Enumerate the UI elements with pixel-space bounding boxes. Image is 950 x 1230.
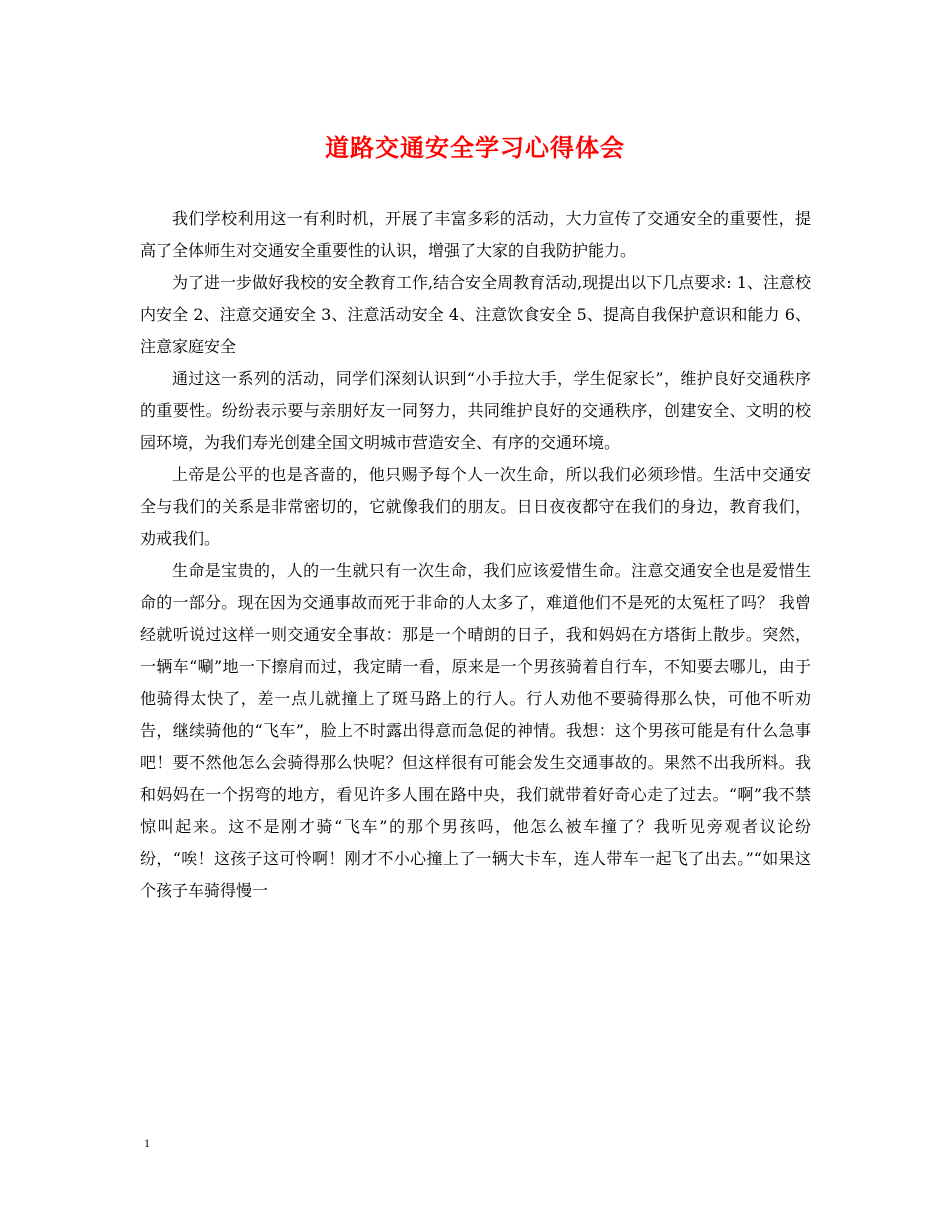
paragraph-5: 生命是宝贵的，人的一生就只有一次生命，我们应该爱惜生命。注意交通安全也是爱惜生命的一部分。现在因为交通事故而死于非命的人太多了，难道他们不是死的太冤枉了吗？ 我曾经就听说过这样一则交通安全事故：那是一个晴朗的日子，我和妈妈在方塔街上散步。突然，一辆车“唰”地一下擦肩而过，我定睛一看，原来是一个男孩骑着自行车，不知要去哪儿，由于他骑得太快了，差一点儿就撞上了斑马路上的行人。行人劝他不要骑得那么快，可他不听劝告，继续骑他的“飞车”，脸上不时露出得意而急促的神情。我想：这个男孩可能是有什么急事吧！要不然他怎么会骑得那么快呢？但这样很有可能会发生交通事故的。果然不出我所料。我和妈妈在一个拐弯的地方，看见许多人围在路中央，我们就带着好奇心走了过去。“啊”我不禁惊叫起来。这不是刚才骑“飞车”的那个男孩吗，他怎么被车撞了？我听见旁观者议论纷纷，“唉！这孩子这可怜啊！刚才不小心撞上了一辆大卡车，连人带车一起飞了出去。”“如果这个孩子车骑得慢一 (140, 561, 811, 900)
paragraph-1: 我们学校利用这一有利时机，开展了丰富多彩的活动，大力宣传了交通安全的重要性，提高了全体师生对交通安全重要性的认识，增强了大家的自我防护能力。 (140, 209, 811, 260)
page-number: 1 (144, 1136, 150, 1150)
document-body (140, 203, 811, 907)
document-title: 道路交通安全学习心得体会 (325, 133, 625, 162)
paragraph-2: 为了进一步做好我校的安全教育工作,结合安全周教育活动,现提出以下几点要求: 1、注意校内安全 2、注意交通安全 3、注意活动安全 4、注意饮食安全 5、提高自我保护意识和能力 6、注意家庭安全 (140, 273, 811, 356)
paragraph-3: 通过这一系列的活动，同学们深刻认识到“小手拉大手，学生促家长”，维护良好交通秩序的重要性。纷纷表示要与亲朋好友一同努力，共同维护良好的交通秩序，创建安全、文明的校园环境，为我们寿光创建全国文明城市营造安全、有序的交通环境。 (140, 369, 811, 452)
paragraph-4: 上帝是公平的也是吝啬的，他只赐予每个人一次生命，所以我们必须珍惜。生活中交通安全与我们的关系是非常密切的，它就像我们的朋友。日日夜夜都守在我们的身边，教育我们，劝戒我们。 (140, 465, 811, 548)
